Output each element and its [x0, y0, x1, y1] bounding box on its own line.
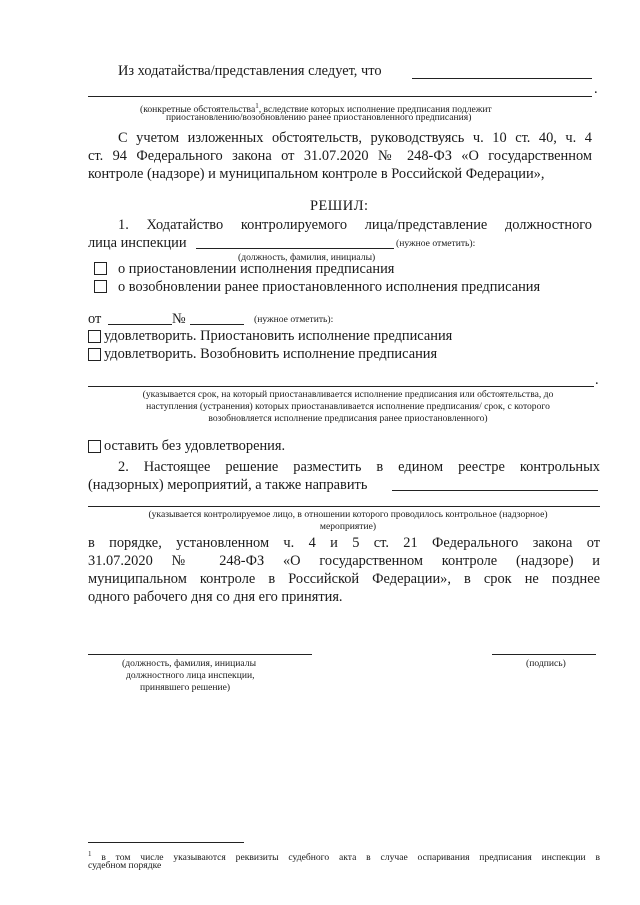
item2-body-4: одного рабочего дня со дня его принятия.	[88, 589, 343, 605]
option-suspend-label: о приостановлении исполнения предписания	[118, 261, 395, 277]
term-hint-3: возобновляется исполнение предписания ранее приостановленного)	[208, 413, 488, 424]
official-hint-1: (должность, фамилия, инициалы	[122, 658, 257, 669]
intro-fill-line-2	[88, 96, 592, 97]
signature-line	[492, 654, 596, 655]
item2-recipient-line-2	[88, 506, 600, 507]
item2-body-3: муниципальном контроле в Российской Федерации», в срок не позднее	[88, 571, 600, 587]
checkbox-decision-resume[interactable]	[88, 348, 101, 361]
footnote-line-2: судебном порядке	[88, 860, 162, 871]
checkbox-suspend-request[interactable]	[94, 262, 107, 275]
footnote-separator	[88, 842, 244, 843]
item1-official-line	[196, 248, 394, 249]
decision-reject-label: оставить без удовлетворения.	[104, 438, 286, 454]
item2-hint-1: (указывается контролируемое лицо, в отношении которого проводилось контрольное (надзорное)	[148, 509, 548, 520]
signature-hint: (подпись)	[526, 658, 566, 669]
checkbox-resume-request[interactable]	[94, 280, 107, 293]
considering-line3: контроле (надзоре) и муниципальном контроле в Российской Федерации»,	[88, 166, 545, 182]
decision-suspend-label: удовлетворить. Приостановить исполнение предписания	[104, 328, 453, 344]
item1-line2-prefix: лица инспекции	[88, 235, 187, 251]
number-line	[190, 324, 244, 325]
term-line	[88, 386, 594, 387]
checkbox-decision-suspend[interactable]	[88, 330, 101, 343]
checkbox-decision-reject[interactable]	[88, 440, 101, 453]
term-period: .	[595, 372, 599, 388]
intro-period: .	[594, 81, 598, 97]
from-note: (нужное отметить):	[254, 314, 334, 325]
term-hint-1: (указывается срок, на который приостанавливается исполнение предписания или обстоятельства, до	[142, 389, 554, 400]
decision-resume-label: удовлетворить. Возобновить исполнение предписания	[104, 346, 438, 362]
item2-hint-2: мероприятие)	[319, 521, 377, 532]
considering-line1: С учетом изложенных обстоятельств, руководствуясь ч. 10 ст. 40, ч. 4	[118, 130, 592, 146]
item1-line2-note: (нужное отметить):	[396, 238, 476, 249]
item2-body-2: 31.07.2020 № 248-ФЗ «О государственном контроле (надзоре) и	[88, 553, 600, 569]
intro-text: Из ходатайства/представления следует, что	[118, 63, 382, 79]
number-label: №	[172, 311, 186, 327]
footnote-line-1: $^1$ в том числе указываются реквизиты судебного акта в случае оспаривания предписания инспекции в	[88, 850, 600, 864]
intro-hint-line2: приостановлению/возобновлению ранее приостановленного предписания)	[166, 112, 472, 123]
item2-line1: 2. Настоящее решение разместить в едином реестре контрольных	[118, 459, 600, 475]
item2-body-1: в порядке, установленном ч. 4 и 5 ст. 21 Федерального закона от	[88, 535, 600, 551]
intro-hint-line1: (конкретные обстоятельства$^1$, вследствие которых исполнение предписания подлежит	[140, 102, 492, 116]
item2-line2: (надзорных) мероприятий, а также направить	[88, 477, 368, 493]
intro-fill-line	[412, 78, 592, 79]
item1-line1: 1. Ходатайство контролируемого лица/представление должностного	[118, 217, 592, 233]
official-signature-line	[88, 654, 312, 655]
term-hint-2: наступления (устранения) которых приостанавливается исполнение предписания/ срок, с которого	[146, 401, 550, 412]
item1-official-hint: (должность, фамилия, инициалы)	[238, 252, 376, 263]
decided-heading: РЕШИЛ:	[310, 198, 369, 214]
considering-line2: ст. 94 Федерального закона от 31.07.2020 № 248-ФЗ «О государственном	[88, 148, 592, 164]
option-resume-label: о возобновлении ранее приостановленного исполнения предписания	[118, 279, 541, 295]
date-line	[108, 324, 172, 325]
official-hint-3: принявшего решение)	[140, 682, 231, 693]
from-label: от	[88, 311, 102, 327]
official-hint-2: должностного лица инспекции,	[126, 670, 255, 681]
item2-recipient-line	[392, 490, 598, 491]
